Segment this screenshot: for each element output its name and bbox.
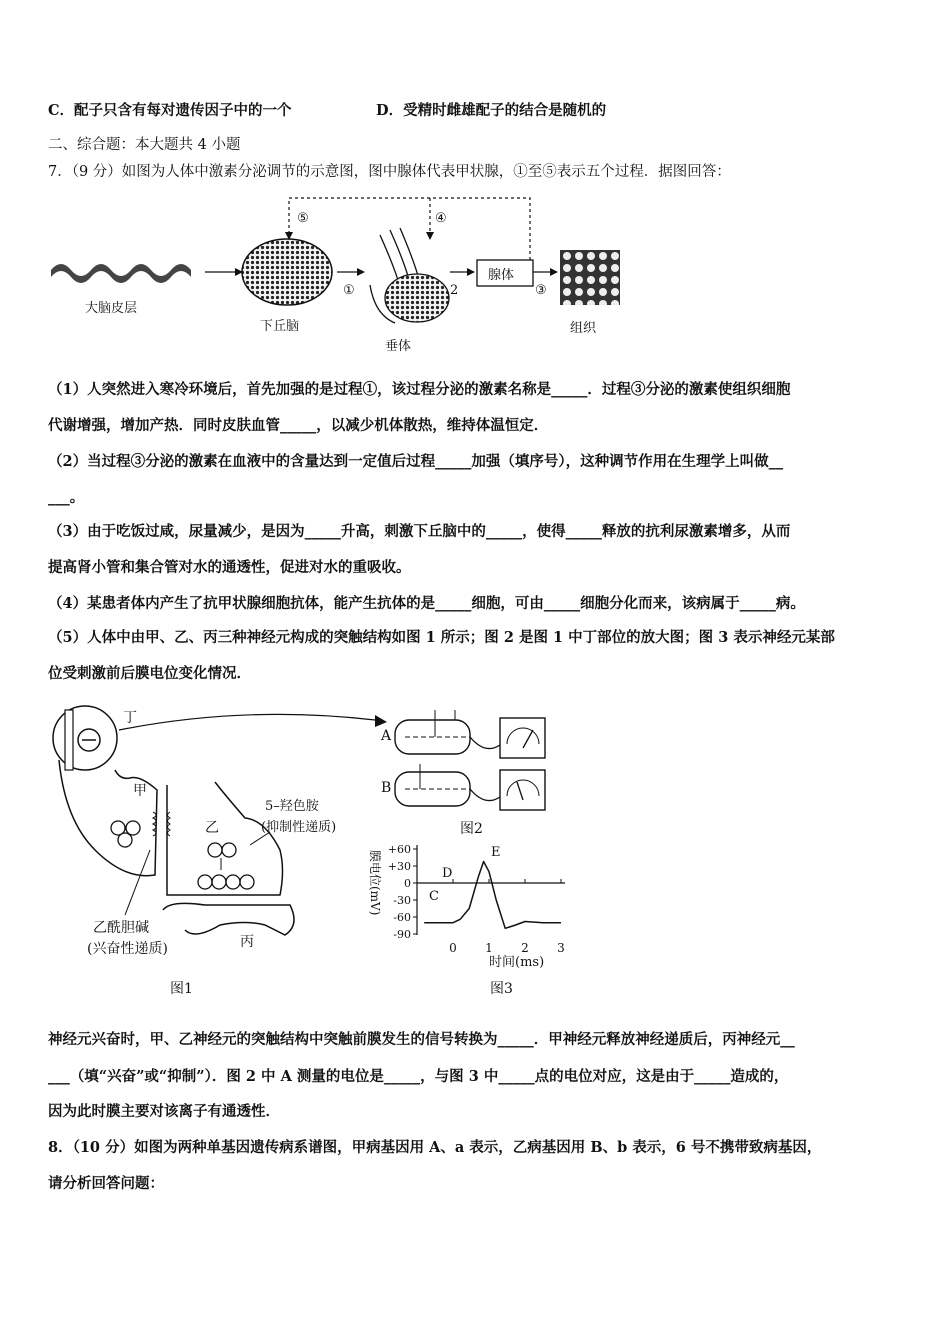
process-2-label: 2 [450,283,459,298]
cortex-shape [51,264,191,283]
q7-sub5-c2: ___（填“兴奋”或“抑制”）．图 2 中 A 测量的电位是_____，与图 3 中_____点的电位对应，这是由于_____造成的， [48,1068,789,1085]
hypothalamus-label: 下丘脑 [260,319,300,334]
section-heading: 二、综合题：本大题共 4 小题 [48,137,241,153]
tissue-label: 组织 [570,321,597,336]
hypothalamus-shape [242,239,332,305]
ding-label: 丁 [123,710,137,726]
serotonin-label: 5–羟色胺 [265,799,319,814]
axon-a-label: A [381,728,392,744]
point-e-label: E [491,845,501,860]
ach-note: (兴奋性递质) [87,941,168,957]
q7-sub3-line2: 提高肾小管和集合管对水的通透性，促进对水的重吸收。 [48,559,411,576]
y-tick-label: +60 [387,843,411,856]
axon-b-label: B [381,780,392,796]
process-4-label: ④ [435,211,447,226]
synapse-figure [45,700,585,1005]
q7-sub1-line2: 代谢增强，增加产热．同时皮肤血管_____，以减少机体散热，维持体温恒定． [48,417,549,434]
ach-label: 乙酰胆碱 [93,920,149,936]
y-tick-label: 0 [404,877,411,890]
option-d: D．受精时雌雄配子的结合是随机的 [376,102,607,119]
process-3-label: ③ [535,283,547,298]
q7-sub5-c3: 因为此时膜主要对该离子有通透性． [48,1103,280,1120]
hormone-regulation-figure [45,190,645,355]
y-axis-title: 膜电位(mV) [368,850,382,916]
yi-label: 乙 [205,820,219,836]
q7-sub5-line2: 位受刺激前后膜电位变化情况． [48,665,251,682]
q7-sub5-line1: （5）人体中由甲、乙、丙三种神经元构成的突触结构如图 1 所示；图 2 是图 1 中丁部位的放大图；图 3 表示神经元某部 [48,629,835,646]
q7-sub5-c1: 神经元兴奋时，甲、乙神经元的突触结构中突触前膜发生的信号转换为_____．甲神经元释放神经递质后，丙神经元__ [48,1031,795,1048]
process-5-label: ⑤ [297,211,309,226]
bing-neuron [163,903,294,935]
q8-line2: 请分析回答问题： [48,1175,164,1192]
x-tick-label: 1 [485,941,493,955]
pituitary-shape [385,274,449,322]
ding-region-circle [53,706,117,770]
q7-sub2-line2: ___。 [48,489,85,506]
ap-chart [368,843,565,970]
point-d-label: D [442,866,453,881]
fig2-label: 图2 [460,821,483,837]
x-tick-label: 0 [449,941,457,955]
cortex-label: 大脑皮层 [85,301,138,316]
y-tick-label: -30 [393,894,411,907]
serotonin-note: (抑制性递质) [261,820,337,835]
fig1-label: 图1 [170,981,193,997]
process-1-label: ① [343,283,355,298]
q7-sub1-line1: （1）人突然进入寒冷环境后，首先加强的是过程①，该过程分泌的激素名称是_____．过程③分泌的激素使组织细胞 [48,381,791,398]
fig3-label: 图3 [490,981,513,997]
y-tick-label: -90 [393,928,411,941]
point-c-label: C [429,889,439,904]
q7-sub3-line1: （3）由于吃饭过咸，尿量减少，是因为_____升高，刺激下丘脑中的_____，使得_____释放的抗利尿激素增多，从而 [48,523,791,540]
option-c: C．配子只含有每对遗传因子中的一个 [48,102,292,119]
jia-neuron [59,760,157,876]
q8-line1: 8．（10 分）如图为两种单基因遗传病系谱图，甲病基因用 A、a 表示，乙病基因用 B、b 表示，6 号不携带致病基因， [48,1139,822,1156]
bing-label: 丙 [240,934,254,950]
q7-sub2-line1: （2）当过程③分泌的激素在血液中的含量达到一定值后过程_____加强（填序号），这种调节作用在生理学上叫做__ [48,453,784,470]
x-tick-label: 3 [557,941,565,955]
q7-intro: 7．（9 分）如图为人体中激素分泌调节的示意图，图中腺体代表甲状腺，①至⑤表示五个过程．据图回答： [48,164,731,180]
x-tick-label: 2 [521,941,529,955]
gland-label: 腺体 [488,268,515,283]
y-tick-label: +30 [387,860,411,873]
jia-label: 甲 [133,783,147,799]
x-axis-title: 时间(ms) [489,955,545,970]
q7-sub4: （4）某患者体内产生了抗甲状腺细胞抗体，能产生抗体的是_____细胞，可由_____细胞分化而来，该病属于_____病。 [48,595,805,612]
pituitary-label: 垂体 [385,339,412,354]
y-tick-label: -60 [393,911,411,924]
tissue-shape [560,250,620,305]
